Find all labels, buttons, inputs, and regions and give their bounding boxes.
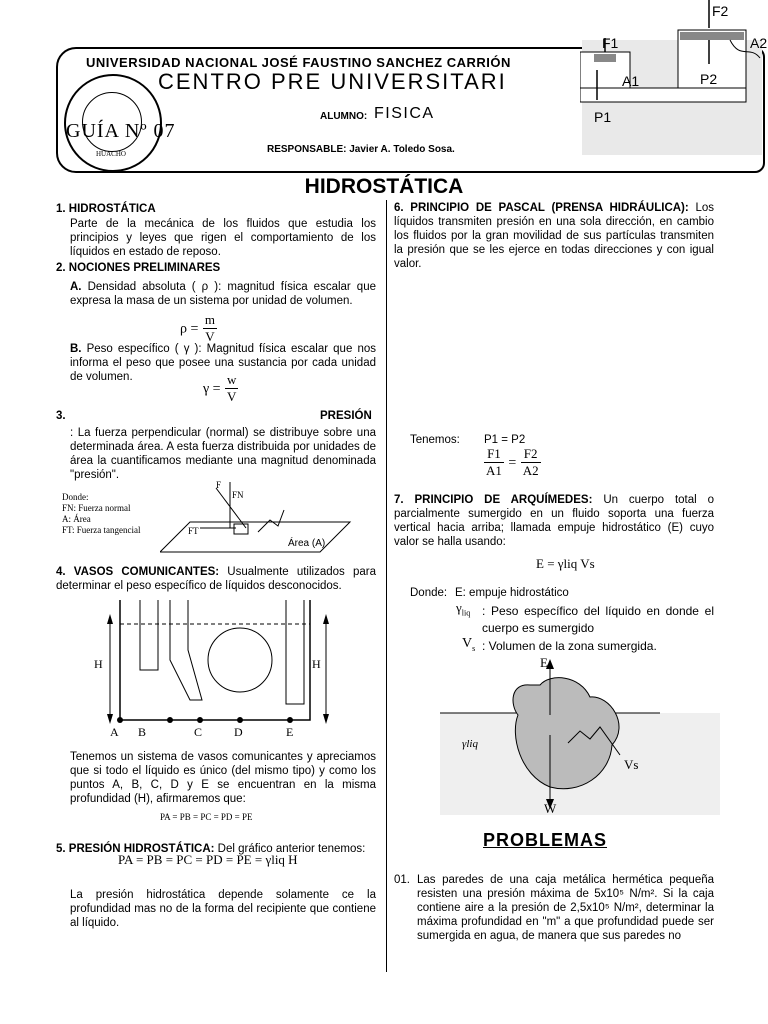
section-7-equation: E = γliq Vs xyxy=(536,556,595,571)
vessel-sphere xyxy=(208,628,272,692)
section-2b-body: Peso específico ( γ ): Magnitud física escalar que nos informa el peso que posee una sustancia por cada unidad de volumen. xyxy=(70,343,376,383)
density-formula xyxy=(180,312,217,345)
density-lhs: ρ = xyxy=(180,321,199,337)
section-6-heading: 6. PRINCIPIO DE PASCAL (PRENSA HIDRÁULICA): xyxy=(394,202,689,214)
press-label-a2: A2 xyxy=(750,35,768,51)
fig-fn-symbol: FN xyxy=(232,490,244,500)
university-name: UNIVERSIDAD NACIONAL JOSÉ FAUSTINO SANCHEZ CARRIÓN xyxy=(86,55,511,70)
donde-e: E: empuje hidrostático xyxy=(455,587,569,599)
press-left-piston xyxy=(594,54,616,62)
center-name: CENTRO PRE UNIVERSITARI xyxy=(158,69,507,94)
section-5-body: Del gráfico anterior tenemos: xyxy=(217,843,366,855)
pascal-a2: A2 xyxy=(522,463,539,478)
hydraulic-press-figure xyxy=(580,0,768,165)
section-4-body: Usualmente utilizados para determinar el peso específico de líquidos desconocidos. xyxy=(56,566,376,592)
press-base-pipe xyxy=(580,88,746,102)
press-label-f1: F1 xyxy=(602,35,619,51)
communicating-vessels-figure xyxy=(90,600,350,740)
gamma-numerator: w xyxy=(227,372,237,387)
vessel-h-right: H xyxy=(312,657,321,671)
press-right-piston xyxy=(680,32,744,40)
section-3-number: 3. xyxy=(56,410,66,422)
pascal-f1: F1 xyxy=(484,446,504,463)
section-7-body: Un cuerpo total o parcialmente sumergido en un fluido soporta una fuerza vertical hacia arriba; llamada empuje hidrostático (E) cuyo valor se halla usando: xyxy=(394,494,714,548)
fig-ft-symbol: FT xyxy=(188,526,199,536)
donde-vs: : Volumen de la zona sumergida. xyxy=(482,639,657,653)
archimedes-figure xyxy=(440,655,720,815)
fig-ft-legend: FT: Fuerza tangencial xyxy=(62,525,141,535)
section-6-text xyxy=(394,201,714,271)
pressure-diagram xyxy=(160,480,370,560)
density-denominator: V xyxy=(205,329,215,344)
vessel-point-d: D xyxy=(234,725,243,739)
vessel-point-a: A xyxy=(110,725,119,739)
pascal-f2: F2 xyxy=(521,446,541,463)
press-label-p2: P2 xyxy=(700,71,718,87)
fig-area-label: Área (A) xyxy=(288,538,326,549)
vessel-point-c: C xyxy=(194,725,203,739)
donde-gamma: : Peso específico del líquido en donde el cuerpo es sumergido xyxy=(482,604,714,635)
pascal-a1: A1 xyxy=(486,463,502,478)
donde-label: Donde: xyxy=(410,587,448,599)
gamma-lhs: γ = xyxy=(203,381,221,397)
section-3-text: : La fuerza perpendicular (normal) se distribuye sobre una determinada área. A esta fuerza distribuida por unidades de área la cuantificamos mediante una magnitud denominada "presión". xyxy=(70,427,376,481)
section-2a-text xyxy=(70,280,376,308)
fig-buoyancy-label: E xyxy=(540,655,548,670)
vessel-outline xyxy=(120,600,310,720)
problems-heading: PROBLEMAS xyxy=(483,830,608,850)
section-7-text xyxy=(394,493,714,549)
column-divider xyxy=(386,200,387,972)
section-7-heading: 7. PRINCIPIO DE ARQUÍMEDES: xyxy=(394,494,593,506)
section-2b-label: B. xyxy=(70,343,82,355)
section-5-text-2: La presión hidrostática depende solamente ce la profundidad mas no de la forma del recipiente que contiene al líquido. xyxy=(70,889,376,929)
responsable: RESPONSABLE: Javier A. Toledo Sosa. xyxy=(267,144,455,155)
fig-weight-label: W xyxy=(544,801,557,815)
fig-area-legend: A: Área xyxy=(62,514,91,524)
section-6-body: Los líquidos transmiten presión en una sola dirección, en cambio los fluidos por la gran movilidad de sus partículas transmiten la presión que se les ejerce en todas direcciones y con igual valor. xyxy=(394,202,714,270)
press-label-f2: F2 xyxy=(712,3,729,19)
vessel-h-left: H xyxy=(94,657,103,671)
density-fraction xyxy=(203,312,217,345)
section-2a-label: A. xyxy=(70,281,82,293)
problem-01-text: Las paredes de una caja metálica hermética pequeña resisten una presión máxima de 5x10⁵ N/m². Si la caja contiene aire a la presión de 2,5x10⁵ N/m², determinar la máxima profundidad en "m" a que profundidad puede ser sumergida en agua, de manera que sus paredes no xyxy=(417,874,714,942)
section-4-heading: 4. VASOS COMUNICANTES: xyxy=(56,566,220,578)
page-title: HIDROSTÁTICA xyxy=(304,175,464,198)
pressure-element xyxy=(234,524,248,534)
guide-number: GUÍA Nº 07 xyxy=(66,120,176,142)
seal-bottom-text: HUACHO xyxy=(96,150,126,158)
gamma-denominator: V xyxy=(227,389,237,404)
specific-weight-formula xyxy=(203,372,238,405)
pressure-equality: P1 = P2 xyxy=(484,434,526,446)
press-label-p1: P1 xyxy=(594,109,612,125)
section-5-heading: 5. PRESIÓN HIDROSTÁTICA: xyxy=(56,843,215,855)
pascal-frac-2 xyxy=(521,446,541,479)
section-1-heading: 1. HIDROSTÁTICA xyxy=(56,203,156,215)
vessel-point-b: B xyxy=(138,725,147,739)
fig-donde: Donde: xyxy=(62,492,89,502)
fig-f-symbol: F xyxy=(216,480,222,490)
tenemos-label: Tenemos: xyxy=(410,434,460,446)
fig-vs-label: Vs xyxy=(624,757,639,772)
vessel-point-e: E xyxy=(286,725,294,739)
problem-01-number: 01. xyxy=(394,874,410,886)
section-4-text-2: Tenemos un sistema de vasos comunicantes y apreciamos que si todo el líquido es único (del mismo tipo) y como los puntos A, B, C, D y E se encuentran en la misma profundidad (H), afirmaremos que: xyxy=(70,751,376,805)
pascal-frac-1 xyxy=(484,446,504,479)
section-2a-body: Densidad absoluta ( ρ ): magnitud física escalar que expresa la masa de un sistema por unidad de volumen. xyxy=(70,281,376,307)
gamma-fraction xyxy=(225,372,238,405)
section-3-heading: PRESIÓN xyxy=(320,410,372,422)
alumno-value: FISICA xyxy=(374,105,435,122)
fig-fn-legend: FN: Fuerza normal xyxy=(62,503,131,513)
section-2-heading: 2. NOCIONES PRELIMINARES xyxy=(56,262,221,274)
donde-gamma-symbol: $\gamma_{liq}$ xyxy=(456,600,471,618)
section-1-text: Parte de la mecánica de los fluidos que estudia los principios y leyes que rigen el comportamiento de los líquidos en estado de reposo. xyxy=(70,218,376,258)
section-4-equation: PA = PB = PC = PD = PE xyxy=(160,812,253,822)
press-label-a1: A1 xyxy=(622,73,640,89)
section-5-equation: PA = PB = PC = PD = PE = γliq H xyxy=(118,852,298,867)
alumno-label: ALUMNO: xyxy=(320,111,368,122)
pascal-formula: $\frac{F1}{A1}$ = $\frac{F2}{A2}$ xyxy=(486,446,539,478)
donde-vs-symbol: $V_s$ xyxy=(462,636,476,653)
section-4-text xyxy=(56,565,376,593)
density-numerator: m xyxy=(204,312,215,327)
fig-gamma-label: γliq xyxy=(462,738,478,750)
